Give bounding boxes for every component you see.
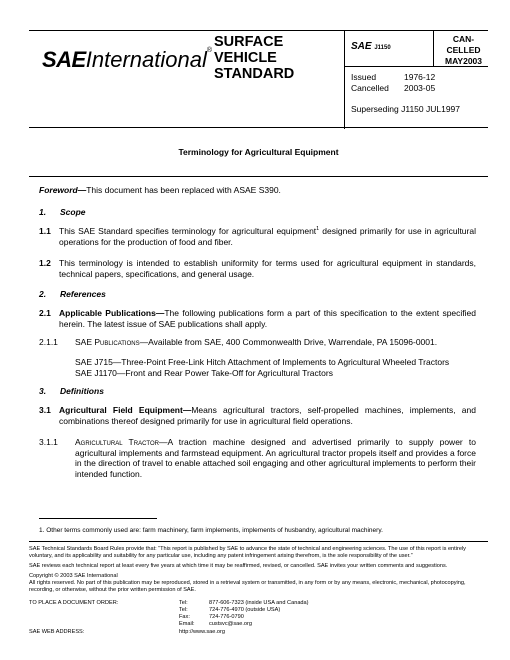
paragraph: 3.1.1 Agricultural Tractor—A traction machine designed and advertised primarily to supply power to agricultural implements and farmstead equipment. An agricultural tractor propels itself and provides a force in the direction of travel to enable attached soil engaging and other agricultural implements to perform their intended function. xyxy=(39,437,476,479)
logo-sae: SAE xyxy=(42,47,86,72)
paragraph: 1.1 This SAE Standard specifies terminology for agricultural equipment$^1$ designed primarily for use in agricultural operations for the production of food and fiber. xyxy=(39,226,476,247)
email-link[interactable]: custsvc@sae.org xyxy=(209,621,252,627)
footnote-rule xyxy=(39,518,157,519)
reference-list xyxy=(39,357,476,378)
paragraph: 1.2 This terminology is intended to establish uniformity for terms used for agricultural equipment in standards, technical papers, specifications, and general usage. xyxy=(39,258,476,279)
list-item: SAE J715—Three-Point Free-Link Hitch Attachment of Implements to Agricultural Wheeled Tractors xyxy=(75,357,450,367)
paragraph: 2.1 Applicable Publications—The following publications form a part of this specification to the extent specified herein. The latest issue of SAE publications shall apply. xyxy=(39,308,476,329)
web-address-link[interactable]: http://www.sae.org xyxy=(179,629,226,635)
list-item: SAE J1170—Front and Rear Power Take-Off for Agricultural Tractors xyxy=(75,367,333,378)
status-divider xyxy=(433,31,434,66)
document-header xyxy=(29,30,488,128)
issue-dates: Issued 1976-12 Cancelled 2003-05 xyxy=(351,72,436,93)
paragraph: 3.1 Agricultural Field Equipment—Means agricultural tractors, self-propelled machines, implements, and combinations thereof designed primarily for use in agricultural field operations. xyxy=(39,405,476,426)
logo-international: International xyxy=(85,47,207,72)
header-divider xyxy=(344,31,345,129)
paragraph: 2.1.1 SAE Publications—Available from SAE, 400 Commonwealth Drive, Warrendale, PA 15096-0001. xyxy=(39,337,438,347)
section-heading: 1. Scope xyxy=(39,207,86,217)
foreword: Foreword—This document has been replaced with ASAE S390. xyxy=(39,185,281,195)
section-heading: 2. References xyxy=(39,289,106,299)
logo-trademark: ® xyxy=(206,47,213,54)
status-badge: CAN- CELLED MAY2003 xyxy=(444,34,483,66)
sae-international-logo xyxy=(42,47,212,73)
header-rule xyxy=(344,66,488,67)
legal-footer: SAE Technical Standards Board Rules provide that: “This report is published by SAE to advance the state of technical and engineering sciences. The use of this report is entirely voluntary, and its applicability and suitability for any particular use, including any patent infringement arising therefrom, is the sole responsibility of the user.” SAE reviews each technical report at least every five years at which time it may be reaffirmed, revised, or cancelled. SAE invites your written comments and suggestions. Copyright © 2003 SAE International All rights reserved. No part of this publication may be reproduced, stored in a retrieval system or transmitted, in any form or by any means, electronic, mechanical, photocopying, recording, or otherwise, without the prior written permission of SAE. xyxy=(29,541,488,597)
document-number: SAE J1150 xyxy=(351,41,391,52)
document-page: SAEInternational® SURFACE VEHICLE STANDARD SAE J1150 CAN- CELLED MAY2003 Issued 1976-12 Cancelled 2003-05 Superseding J1150 JUL1997 Terminology for Agricultural Equipment Foreword—This document has been replaced with ASAE S390. 1. Scope 1.1 This SAE Standard specifies terminology for agricultural equipment$^1$ designed primarily for use in agricultural operations for the production of food and fiber. 1.2 This terminology is intended to establish uniformity for terms used for agricultural equipment in standards, technical papers, specifications, and general usage. 2. References 2.1 Applicable Publications—The following publications form a part of this specification to the extent specified herein. The latest issue of SAE publications shall apply. 2.1.1 SAE Publications—Available from SAE, 400 Commonwealth Drive, Warrendale, PA 15096-0001. SAE J715—Three-Point Free-Link Hitch Attachment of Implements to Agricultural Wheeled Tractors SAE J1170—Front and Rear Power Take-Off for Agricultural Tractors 3. Definitions 3.1 Agricultural Field Equipment—Means agricultural tractors, self-propelled machines, implements, and combinations thereof designed primarily for use in agricultural field operations. 3.1.1 Agricultural Tractor—A traction machine designed and advertised primarily to supply power to agricultural implements and farmstead equipment. An agricultural tractor propels itself and provides a force in the direction of travel to enable attached soil engaging and other agricultural implements to perform their intended function. 1. Other terms commonly used are: farm machinery, farm implements, implements of husbandry, agricultural machinery. SAE Technical Standards Board Rules provide that: “This report is published by SAE to advance the state of technical and engineering sciences. The use of this report is entirely voluntary, and its applicability and suitability for any particular use, including any patent infringement arising therefrom, is the sole responsibility of the user.” SAE reviews each technical report at least every five years at which time it may be reaffirmed, revised, or cancelled. SAE invites your written comments and suggestions. Copyright © 2003 SAE International All rights reserved. No part of this publication may be reproduced, stored in a retrieval system or transmitted, in any form or by any means, electronic, mechanical, photocopying, recording, or otherwise, without the prior written permission of SAE. TO PLACE A DOCUMENT ORDER: Tel: 877-606-7323 (inside USA and Canada) Tel: 724-776-4970 (outside USA) Fax: 724-776-0790 Email: custsvc@sae.org SAE WEB ADDRESS: http://www.sae.org xyxy=(0,0,510,660)
footnote: 1. Other terms commonly used are: farm machinery, farm implements, implements of husbandry, agricultural machinery. xyxy=(39,527,383,534)
standard-type: SURFACE VEHICLE STANDARD xyxy=(214,34,295,82)
document-title: Terminology for Agricultural Equipment xyxy=(29,130,488,177)
superseding-note: Superseding J1150 JUL1997 xyxy=(351,104,461,114)
section-heading: 3. Definitions xyxy=(39,386,104,396)
